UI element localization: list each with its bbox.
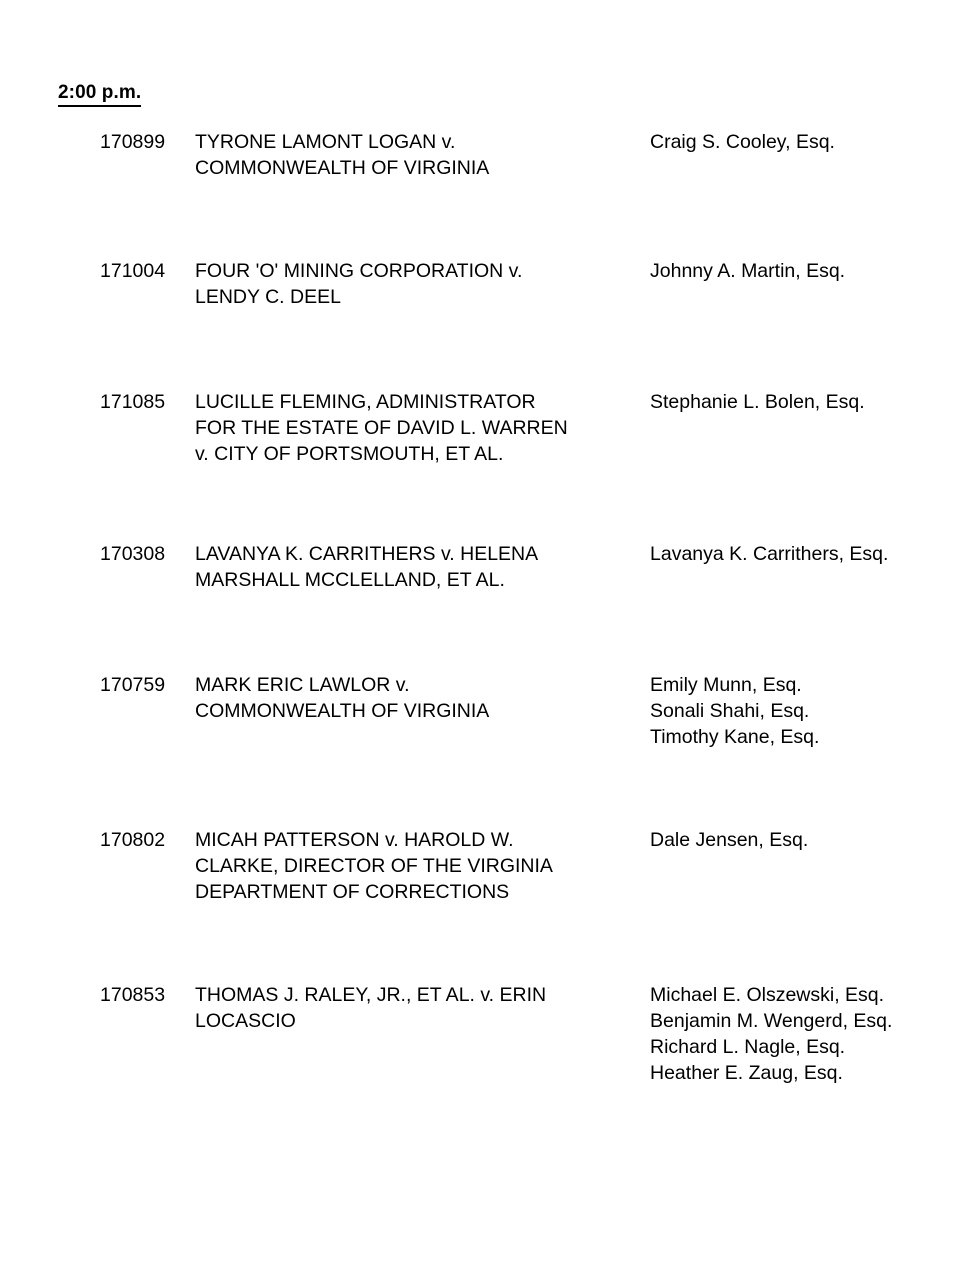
case-entry: [0, 982, 980, 1112]
case-title-line: CLARKE, DIRECTOR OF THE VIRGINIA: [195, 855, 553, 877]
case-entry: [0, 129, 980, 258]
session-time-heading: [58, 82, 141, 107]
case-title-line: LENDY C. DEEL: [195, 286, 341, 308]
case-title-line: v. CITY OF PORTSMOUTH, ET AL.: [195, 443, 504, 465]
docket-case-list: [0, 129, 980, 1112]
case-title-line: THOMAS J. RALEY, JR., ET AL. v. ERIN: [195, 984, 547, 1006]
attorney-name: Sonali Shahi, Esq.: [650, 700, 810, 722]
case-title: [195, 258, 650, 310]
attorney-name: Johnny A. Martin, Esq.: [650, 260, 846, 282]
case-title-line: TYRONE LAMONT LOGAN v.: [195, 131, 456, 153]
case-number: 171004: [100, 260, 166, 282]
case-title: [195, 541, 650, 593]
case-title: [195, 672, 650, 724]
case-entry: [0, 827, 980, 982]
case-attorneys: [650, 827, 980, 853]
attorney-name: Dale Jensen, Esq.: [650, 829, 809, 851]
case-title-line: LUCILLE FLEMING, ADMINISTRATOR: [195, 391, 536, 413]
case-number: 171085: [100, 391, 166, 413]
case-title-line: MARSHALL MCCLELLAND, ET AL.: [195, 569, 505, 591]
case-attorneys: [650, 672, 980, 750]
case-title-line: COMMONWEALTH OF VIRGINIA: [195, 700, 490, 722]
case-entry: [0, 389, 980, 541]
case-attorneys: [650, 389, 980, 415]
attorney-name: Timothy Kane, Esq.: [650, 726, 820, 748]
attorney-name: Lavanya K. Carrithers, Esq.: [650, 543, 889, 565]
case-title-line: COMMONWEALTH OF VIRGINIA: [195, 157, 490, 179]
case-attorneys: [650, 129, 980, 155]
case-title-line: DEPARTMENT OF CORRECTIONS: [195, 881, 510, 903]
case-title-line: LAVANYA K. CARRITHERS v. HELENA: [195, 543, 539, 565]
attorney-name: Craig S. Cooley, Esq.: [650, 131, 835, 153]
case-attorneys: [650, 541, 980, 567]
attorney-name: Heather E. Zaug, Esq.: [650, 1062, 843, 1084]
case-title: [195, 827, 650, 905]
case-title-line: MARK ERIC LAWLOR v.: [195, 674, 410, 696]
case-entry: [0, 672, 980, 827]
attorney-name: Emily Munn, Esq.: [650, 674, 802, 696]
case-entry: [0, 258, 980, 389]
case-entry: [0, 541, 980, 672]
session-time-label: 2:00 p.m.: [58, 82, 141, 107]
case-number: 170802: [100, 829, 166, 851]
attorney-name: Benjamin M. Wengerd, Esq.: [650, 1010, 893, 1032]
case-title-line: MICAH PATTERSON v. HAROLD W.: [195, 829, 514, 851]
case-number: 170308: [100, 543, 166, 565]
case-number: 170853: [100, 984, 166, 1006]
attorney-name: Michael E. Olszewski, Esq.: [650, 984, 885, 1006]
case-attorneys: [650, 982, 980, 1086]
case-title-line: FOUR 'O' MINING CORPORATION v.: [195, 260, 523, 282]
case-attorneys: [650, 258, 980, 284]
attorney-name: Richard L. Nagle, Esq.: [650, 1036, 846, 1058]
case-number: 170759: [100, 674, 166, 696]
case-title-line: LOCASCIO: [195, 1010, 296, 1032]
case-title: [195, 982, 650, 1034]
case-title: [195, 129, 650, 181]
case-title: [195, 389, 650, 467]
attorney-name: Stephanie L. Bolen, Esq.: [650, 391, 865, 413]
case-number: 170899: [100, 131, 166, 153]
case-title-line: FOR THE ESTATE OF DAVID L. WARREN: [195, 417, 568, 439]
